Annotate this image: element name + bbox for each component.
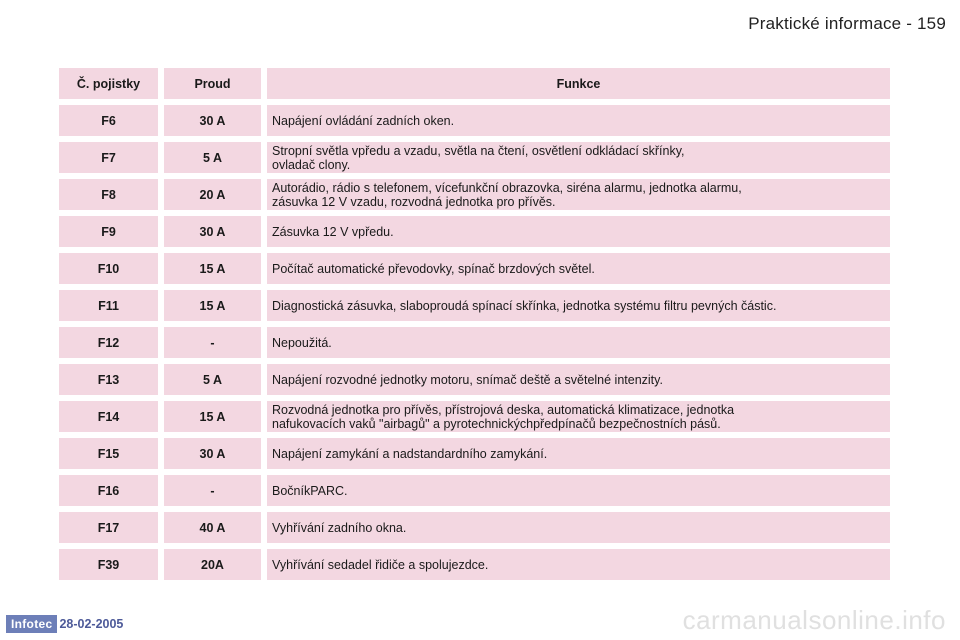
current-cell: -: [164, 475, 261, 506]
table-row: [59, 216, 890, 247]
fuse-number-cell: F17: [59, 512, 158, 543]
table-row: [59, 364, 890, 395]
table-row: [59, 290, 890, 321]
fuse-number-cell: F10: [59, 253, 158, 284]
current-cell: 15 A: [164, 253, 261, 284]
column-header-current: Proud: [164, 68, 261, 99]
function-cell: Vyhřívání sedadel řidiče a spolujezdce.: [267, 549, 890, 580]
table-row: [59, 512, 890, 543]
table-row: [59, 179, 890, 210]
fuse-number-cell: F13: [59, 364, 158, 395]
current-cell: 20A: [164, 549, 261, 580]
fuse-number-cell: F11: [59, 290, 158, 321]
fuse-number-cell: F15: [59, 438, 158, 469]
current-cell: 30 A: [164, 105, 261, 136]
fuse-number-cell: F16: [59, 475, 158, 506]
current-cell: 40 A: [164, 512, 261, 543]
function-cell: BočníkPARC.: [267, 475, 890, 506]
current-cell: 30 A: [164, 216, 261, 247]
table-body: [59, 105, 890, 580]
function-cell: Stropní světla vpředu a vzadu, světla na čtení, osvětlení odkládací skřínky, ovladač clony.: [267, 142, 890, 173]
current-cell: -: [164, 327, 261, 358]
table-header-row: [59, 68, 890, 99]
footer-date: 28-02-2005: [59, 617, 124, 631]
table-row: [59, 401, 890, 432]
function-cell: Napájení rozvodné jednotky motoru, snímač deště a světelné intenzity.: [267, 364, 890, 395]
function-cell: Vyhřívání zadního okna.: [267, 512, 890, 543]
current-cell: 15 A: [164, 290, 261, 321]
column-header-function: Funkce: [267, 68, 890, 99]
function-cell: Rozvodná jednotka pro přívěs, přístrojová deska, automatická klimatizace, jednotka nafukovacích vaků "airbagů" a pyrotechnickýchpředpínačů bezpečnostních pásů.: [267, 401, 890, 432]
fuse-number-cell: F12: [59, 327, 158, 358]
fuse-number-cell: F39: [59, 549, 158, 580]
function-cell: Nepoužitá.: [267, 327, 890, 358]
column-header-fuse-number: Č. pojistky: [59, 68, 158, 99]
fuse-number-cell: F7: [59, 142, 158, 173]
fuse-table: [53, 62, 896, 586]
fuse-number-cell: F8: [59, 179, 158, 210]
fuse-number-cell: F9: [59, 216, 158, 247]
current-cell: 5 A: [164, 364, 261, 395]
table-row: [59, 327, 890, 358]
table-row: [59, 438, 890, 469]
function-cell: Napájení ovládání zadních oken.: [267, 105, 890, 136]
watermark: carmanualsonline.info: [682, 605, 946, 635]
function-cell: Diagnostická zásuvka, slaboproudá spínací skřínka, jednotka systému filtru pevných částic.: [267, 290, 890, 321]
table-row: [59, 105, 890, 136]
table-row: [59, 142, 890, 173]
fuse-number-cell: F6: [59, 105, 158, 136]
function-cell: Zásuvka 12 V vpředu.: [267, 216, 890, 247]
function-cell: Autorádio, rádio s telefonem, vícefunkční obrazovka, siréna alarmu, jednotka alarmu, zásuvka 12 V vzadu, rozvodná jednotka pro přívěs.: [267, 179, 890, 210]
table-row: [59, 475, 890, 506]
fuse-number-cell: F14: [59, 401, 158, 432]
infotec-logo: Infotec: [6, 615, 57, 633]
table-row: [59, 253, 890, 284]
table-row: [59, 549, 890, 580]
function-cell: Napájení zamykání a nadstandardního zamykání.: [267, 438, 890, 469]
current-cell: 20 A: [164, 179, 261, 210]
current-cell: 15 A: [164, 401, 261, 432]
footer: [6, 615, 123, 633]
current-cell: 5 A: [164, 142, 261, 173]
function-cell: Počítač automatické převodovky, spínač brzdových světel.: [267, 253, 890, 284]
current-cell: 30 A: [164, 438, 261, 469]
page-title: Praktické informace - 159: [748, 14, 946, 33]
